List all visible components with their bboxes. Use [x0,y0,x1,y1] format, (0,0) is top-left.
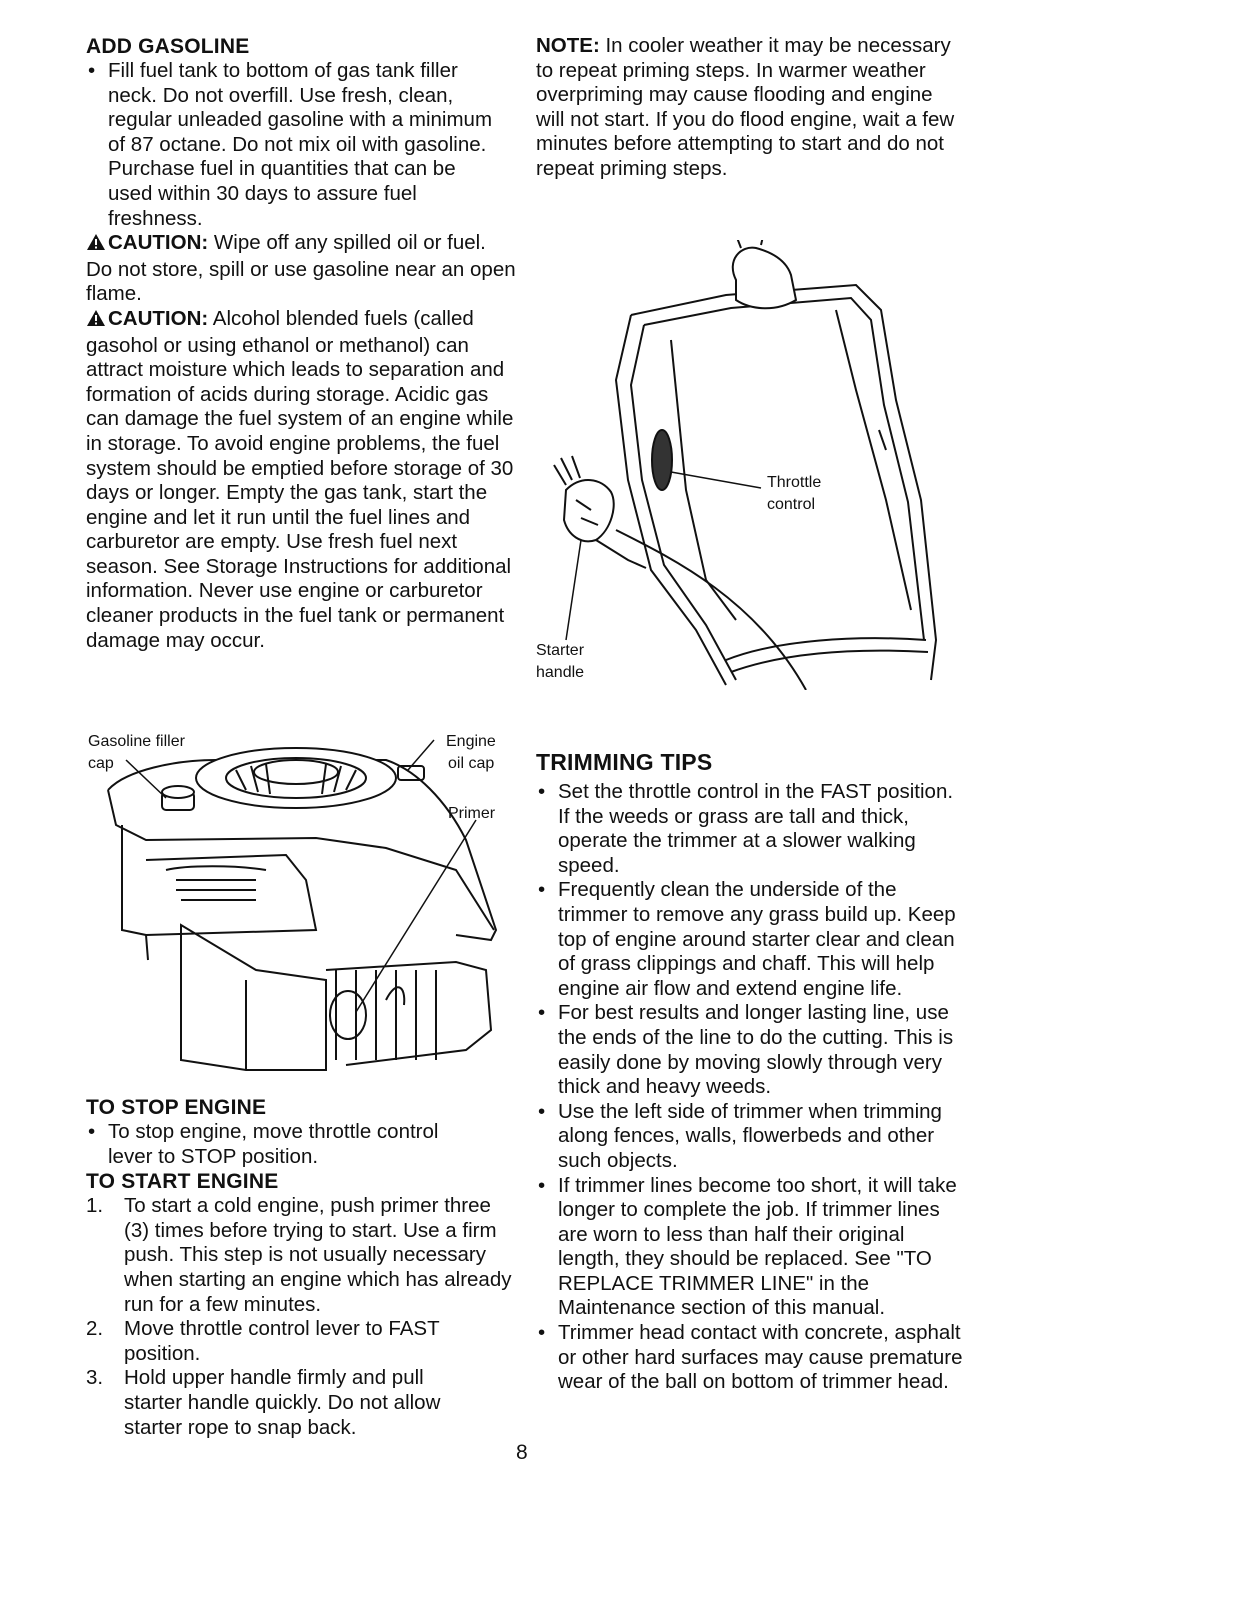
list-item [86,1366,516,1440]
left-column-bottom [86,1095,516,1440]
list-item: • If trimmer lines become too short, it will take longer to complete the job. If trimmer lines are worn to less than half their original length, they should be replaced. See "TO REPLACE TRIMMER LINE" in the Maintenance section of this manual. [536,1174,966,1322]
tip-text: Frequently clean the underside of the trimmer to remove any grass build up. Keep top of engine around starter clear and clean of grass clippings and chaff. This will help engine air flow and extend engine life. [558,878,956,1000]
trimming-tips-list [536,780,966,1395]
caution-label: CAUTION: [108,306,209,330]
label-engine: Engine [446,733,496,750]
add-gasoline-heading: ADD GASOLINE [86,35,250,58]
list-item: • Trimmer head contact with concrete, asphalt or other hard surfaces may cause premature wear of the ball on bottom of trimmer head. [536,1321,966,1395]
list-item: • For best results and longer lasting line, use the ends of the line to do the cutting. This is easily done by moving slowly through very thick and heavy weeds. [536,1001,966,1099]
note-paragraph [536,34,966,182]
label-handle: handle [536,664,585,681]
handle-figure [536,240,956,690]
step-text: Move throttle control lever to FAST position. [124,1317,440,1365]
right-column-top [536,34,966,182]
list-item: • Set the throttle control in the FAST position. If the weeds or grass are tall and thick, operate the trimmer at a slower walking speed. [536,780,966,878]
step-number: 2. [86,1317,104,1341]
list-item: • Fill fuel tank to bottom of gas tank filler neck. Do not overfill. Use fresh, clean, regular unleaded gasoline with a minimum of 87 octane. Do not mix oil with gasoline. Purchase fuel in quantities that can be used within 30 days to assure fuel freshness. [86,59,516,231]
warning-triangle-icon [86,233,106,258]
add-gasoline-list [86,59,516,231]
label-starter: Starter [536,642,585,659]
left-column-top [86,34,516,653]
step-number: 3. [86,1366,104,1390]
tip-text: Trimmer head contact with concrete, asphalt or other hard surfaces may cause premature wear of the ball on bottom of trimmer head. [558,1321,963,1394]
start-engine-steps [86,1194,516,1440]
handle-illustration [536,240,956,690]
label-cap: cap [88,755,114,772]
tip-text: If trimmer lines become too short, it will take longer to complete the job. If trimmer lines are worn to less than half their original length, they should be replaced. See "TO REPLACE TRIMMER LINE" in the Maintenance section of this manual. [558,1173,957,1320]
add-gasoline-text: Fill fuel tank to bottom of gas tank filler neck. Do not overfill. Use fresh, clean, regular unleaded gasoline with a minimum of 87 octane. Do not mix oil with gasoline. Purchase fuel in quantities that can be used within 30 days to assure fuel freshness. [108,59,493,230]
list-item: • Use the left side of trimmer when trimming along fences, walls, flowerbeds and other such objects. [536,1100,966,1174]
stop-engine-heading: TO STOP ENGINE [86,1096,267,1119]
label-primer: Primer [448,805,496,822]
tip-text: For best results and longer lasting line, use the ends of the line to do the cutting. This is easily done by moving slowly through very thick and heavy weeds. [558,1001,954,1099]
step-number: 1. [86,1194,104,1218]
stop-engine-text: To stop engine, move throttle control lever to STOP position. [108,1120,439,1168]
tip-text: Set the throttle control in the FAST position. If the weeds or grass are tall and thick, operate the trimmer at a slower walking speed. [558,780,954,877]
list-item [86,1194,516,1317]
caution-spilled-fuel [86,231,516,307]
caution-label: CAUTION: [108,231,209,255]
list-item: • Frequently clean the underside of the trimmer to remove any grass build up. Keep top of engine around starter clear and clean of grass clippings and chaff. This will help engine air flow and extend engine life. [536,878,966,1001]
caution-alcohol-fuels [86,307,516,653]
start-engine-heading: TO START ENGINE [86,1170,279,1194]
tip-text: Use the left side of trimmer when trimming along fences, walls, flowerbeds and other such objects. [558,1099,942,1172]
caution-text: Alcohol blended fuels (called gasohol or using ethanol or methanol) can attract moisture which leads to separation and formation of acids during storage. Acidic gas can damage the fuel system of an engine while in storage. To avoid engine problems, the fuel system should be emptied before storage of 30 days or longer. Empty the gas tank, start the engine and let it run until the fuel lines and carburetor are empty. Use fresh fuel next season. See Storage Instructions for additional information. Never use engine or carburetor cleaner products in the fuel tank or permanent damage may occur. [86,306,514,652]
step-text: To start a cold engine, push primer three (3) times before trying to start. Use a firm push. This step is not usually necessary when starting an engine which has already run for a few minutes. [124,1194,512,1316]
engine-illustration [86,730,516,1075]
note-text: In cooler weather it may be necessary to repeat priming steps. In warmer weather overpriming may cause flooding and engine will not start. If you do flood engine, wait a few minutes before attempting to start and do not repeat priming steps. [536,34,955,180]
note-label: NOTE: [536,34,600,57]
list-item [86,1317,516,1366]
warning-triangle-icon [86,309,106,334]
page-number: 8 [516,1441,528,1464]
label-control: control [767,496,816,513]
trimming-tips-section [536,748,966,1395]
label-throttle: Throttle [767,474,822,491]
step-text: Hold upper handle firmly and pull starter handle quickly. Do not allow starter rope to snap back. [124,1366,441,1439]
engine-figure [86,730,516,1075]
trimming-tips-heading: TRIMMING TIPS [536,749,713,775]
list-item: • To stop engine, move throttle control lever to STOP position. [86,1120,516,1169]
stop-engine-list [86,1120,516,1169]
label-oil-cap: oil cap [448,755,495,772]
caution-text: Wipe off any spilled oil or fuel. Do not store, spill or use gasoline near an open flame. [86,231,516,306]
label-gasoline-filler: Gasoline filler [88,733,185,750]
